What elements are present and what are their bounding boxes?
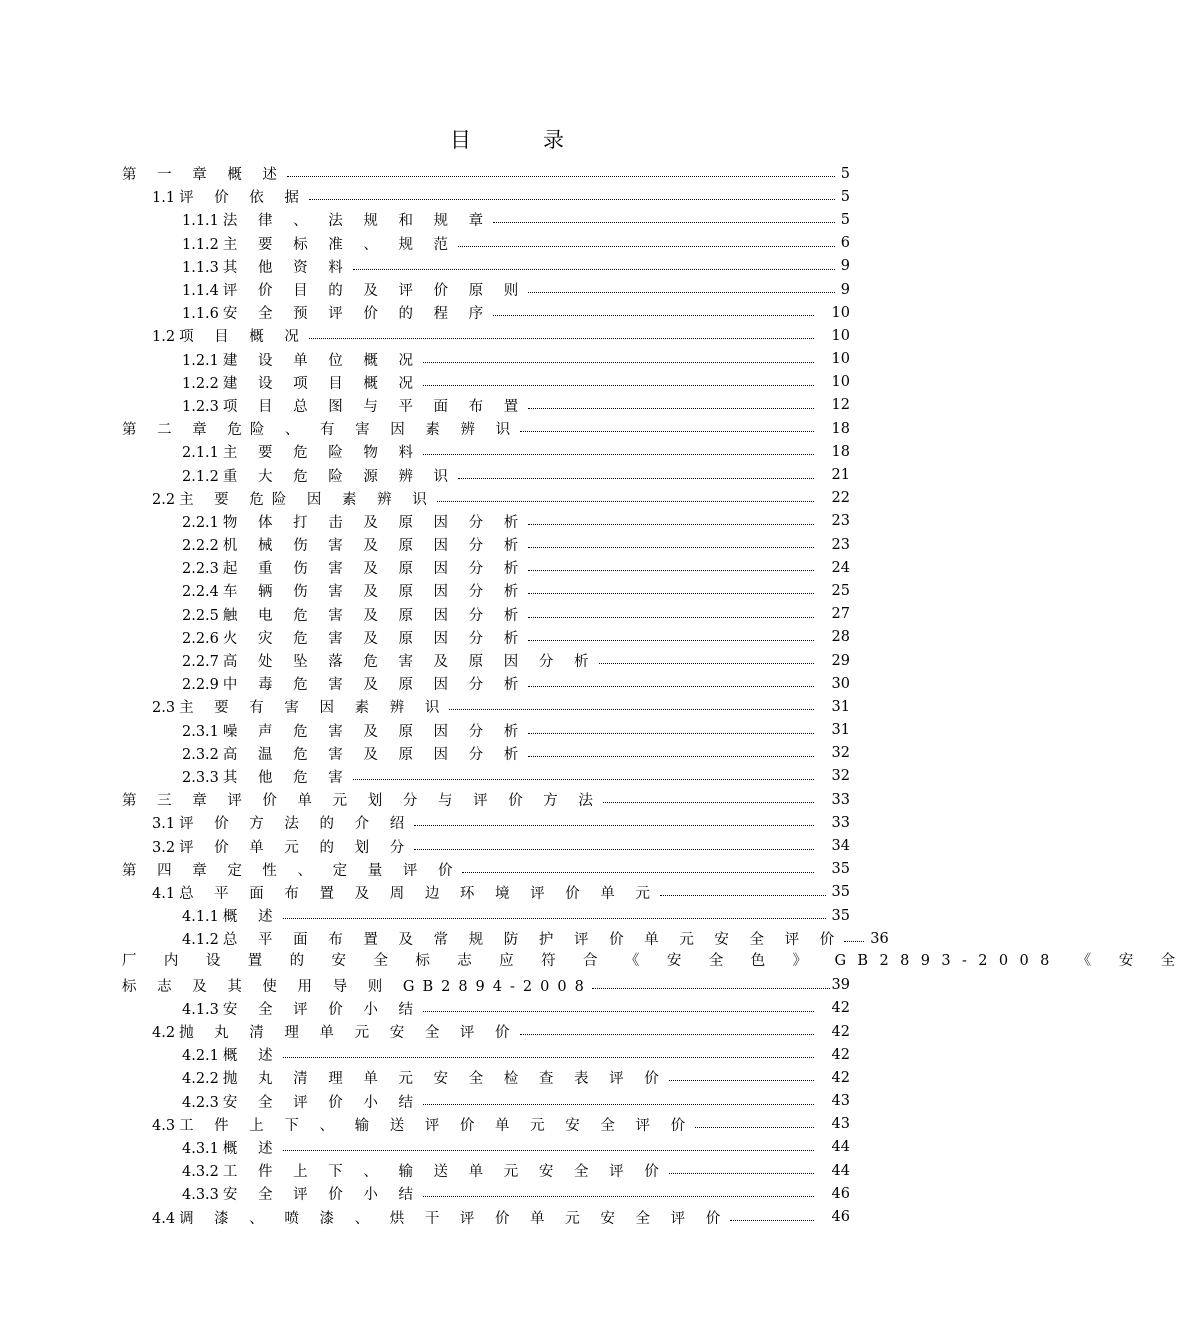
toc-entry-page: 29: [831, 652, 850, 669]
toc-entry[interactable]: [122, 997, 850, 1020]
toc-entry-page: 18: [831, 420, 850, 437]
toc-entry-number: 2.3.2: [182, 746, 219, 763]
dot-leader: [423, 385, 814, 386]
toc-entry-text: 车 辆 伤 害 及 原 因 分 析: [222, 584, 527, 601]
toc-entry-page: 32: [831, 745, 850, 762]
toc-entry-label: [182, 1160, 667, 1181]
toc-entry-label: [122, 418, 518, 439]
toc-entry-number: 4.3.2: [182, 1164, 219, 1181]
toc-entry-number: 4.2: [152, 1025, 176, 1042]
toc-entry[interactable]: [122, 278, 850, 301]
dot-leader: [493, 315, 813, 316]
toc-entry-number: 4.2.3: [182, 1094, 219, 1111]
toc-entry-page: 10: [831, 304, 850, 321]
toc-entry[interactable]: [122, 649, 850, 672]
toc-entry-text: 中 毒 危 害 及 原 因 分 析: [222, 677, 527, 694]
toc-entry[interactable]: [122, 719, 850, 742]
toc-entry-number: 1.2.1: [182, 352, 219, 369]
toc-entry-text: 主 要 标 准 、 规 范: [222, 236, 457, 253]
toc-entry-text: 评 价 依 据: [179, 190, 307, 207]
toc-entry-text: 标 志 及 其 使 用 导 则 GB2894-2008: [122, 978, 592, 995]
toc-entry-label: [182, 279, 526, 300]
toc-entry-number: 2.3.1: [182, 723, 219, 740]
dot-leader: [493, 222, 835, 223]
toc-entry-page: 43: [831, 1093, 850, 1110]
toc-entry[interactable]: [122, 742, 850, 765]
dot-leader: [528, 593, 813, 594]
dot-leader: [309, 199, 835, 200]
toc-entry-number: 3.2: [152, 839, 176, 856]
toc-entry-number: 2.2.2: [182, 538, 219, 555]
toc-entry[interactable]: [122, 1159, 850, 1182]
toc-entry-text: 评 价 方 法 的 介 绍: [179, 816, 413, 833]
toc-entry-label: [182, 604, 526, 625]
toc-entry-page: 35: [831, 884, 850, 901]
toc-entry-page: 42: [831, 1069, 850, 1086]
toc-entry-page: 35: [831, 861, 850, 878]
toc-entry-label: [182, 673, 526, 694]
toc-entry-label: [182, 465, 456, 486]
toc-entry-number: 1.1.2: [182, 236, 219, 253]
toc-entry-page: 44: [831, 1162, 850, 1179]
toc-entry[interactable]: [122, 811, 850, 834]
dot-leader: [423, 454, 814, 455]
toc-entry[interactable]: [122, 510, 850, 533]
dot-leader: [669, 1173, 814, 1174]
dot-leader: [528, 292, 834, 293]
toc-entry-page: 25: [831, 582, 850, 599]
toc-entry-text: 第 一 章 概 述: [122, 167, 285, 184]
dot-leader: [730, 1220, 813, 1221]
toc-entry[interactable]: [122, 208, 850, 231]
toc-entry-page: 34: [831, 838, 850, 855]
dot-leader: [592, 988, 830, 989]
toc-entry-text: 主 要 有 害 因 素 辨 识: [179, 700, 448, 717]
toc-entry-page: 10: [831, 351, 850, 368]
dot-leader: [695, 1127, 813, 1128]
toc-entry-page: 46: [831, 1185, 850, 1202]
toc-title-part1: 目: [450, 128, 473, 152]
toc-entry-number: 2.3: [152, 700, 176, 717]
toc-entry-text: 噪 声 危 害 及 原 因 分 析: [222, 723, 527, 740]
toc-entry-page: 27: [831, 606, 850, 623]
toc-entry-text: 总 平 面 布 置 及 周 边 环 境 评 价 单 元: [179, 885, 658, 902]
toc-entry[interactable]: [122, 394, 850, 417]
toc-entry-page: 5: [840, 211, 850, 228]
toc-entry-label: [182, 209, 491, 230]
toc-entry-number: 4.3.1: [182, 1140, 219, 1157]
toc-entry-number: 1.2.3: [182, 398, 219, 415]
toc-entry[interactable]: [122, 371, 850, 394]
toc-entry-number: 2.2.3: [182, 561, 219, 578]
toc-entry[interactable]: [122, 788, 850, 811]
dot-leader: [528, 408, 813, 409]
dot-leader: [520, 431, 813, 432]
toc-entry-text: 物 体 打 击 及 原 因 分 析: [222, 514, 527, 531]
toc-entry-page: 33: [831, 814, 850, 831]
toc-entry-label: [182, 998, 421, 1019]
toc-entry-page: 10: [831, 327, 850, 344]
toc-entry[interactable]: [122, 324, 850, 347]
toc-entry-number: 1.1.1: [182, 213, 219, 230]
toc-entry-text: 项 目 总 图 与 平 面 布 置: [222, 398, 527, 415]
toc-entry-number: 1.1.6: [182, 306, 219, 323]
dot-leader: [458, 246, 835, 247]
toc-entry-text: 抛 丸 清 理 单 元 安 全 检 查 表 评 价: [222, 1071, 667, 1088]
toc-entry-page: 21: [831, 467, 850, 484]
dot-leader: [528, 617, 813, 618]
toc-entry-page: 42: [831, 1046, 850, 1063]
dot-leader: [660, 895, 826, 896]
dot-leader: [283, 1057, 814, 1058]
dot-leader: [599, 663, 814, 664]
toc-entry-number: 4.3: [152, 1117, 176, 1134]
toc-entry-label: [152, 696, 447, 717]
toc-entry-label: [182, 395, 526, 416]
toc-entry[interactable]: [122, 1020, 850, 1043]
toc-entry[interactable]: [122, 463, 850, 486]
dot-leader: [414, 849, 813, 850]
toc-entry-page: 5: [840, 165, 850, 182]
dot-leader: [462, 872, 813, 873]
toc-entry-text: 安 全 预 评 价 的 程 序: [222, 306, 492, 323]
toc-entry[interactable]: [122, 1136, 850, 1159]
toc-entry-number: 2.2.9: [182, 677, 219, 694]
toc-entry-page: 44: [831, 1139, 850, 1156]
toc-entry-number: 3.1: [152, 816, 176, 833]
toc-entry-text: 调 漆 、 喷 漆 、 烘 干 评 价 单 元 安 全 评 价: [179, 1210, 729, 1227]
dot-leader: [528, 640, 813, 641]
dot-leader: [528, 733, 813, 734]
toc-entry-number: 2.2.1: [182, 514, 219, 531]
toc-entry-number: 2.2.7: [182, 654, 219, 671]
toc-entry-number: 2.3.3: [182, 769, 219, 786]
toc-entry-text: 安 全 评 价 小 结: [222, 1187, 421, 1204]
dot-leader: [309, 338, 814, 339]
toc-entry[interactable]: [122, 1205, 850, 1228]
toc-entry-page: 9: [840, 281, 850, 298]
dot-leader: [287, 176, 835, 177]
dot-leader: [437, 501, 814, 502]
toc-entry[interactable]: [122, 255, 850, 278]
toc-entry[interactable]: [122, 1066, 850, 1089]
toc-entry-label: [182, 905, 281, 926]
toc-entry-text: 概 述: [222, 909, 281, 926]
toc-entry-page: 35: [831, 907, 850, 924]
toc-entry-page: 9: [840, 258, 850, 275]
toc-entry-text: 主 要 危 险 物 料: [222, 445, 421, 462]
toc-entry-number: 4.1.3: [182, 1001, 219, 1018]
dot-leader: [414, 825, 813, 826]
toc-entry[interactable]: [122, 185, 850, 208]
toc-entry-page: 43: [831, 1116, 850, 1133]
toc-entry-text: 概 述: [222, 1048, 281, 1065]
toc-entry-label: [182, 233, 456, 254]
dot-leader: [423, 1196, 814, 1197]
toc-entry-label: [152, 186, 307, 207]
dot-leader: [669, 1080, 814, 1081]
toc-entry-wrapped-line1[interactable]: 厂 内 设 置 的 安 全 标 志 应 符 合 《 安 全 色 》 GB2893-2008 《 安 全: [122, 953, 1187, 970]
toc-entry-text: 重 大 危 险 源 辨 识: [222, 468, 457, 485]
toc-entry-number: 2.2: [152, 491, 176, 508]
toc-entry[interactable]: [122, 579, 850, 602]
toc-entry-number: 2.2.5: [182, 607, 219, 624]
toc-entry-label: [182, 372, 421, 393]
toc-entry[interactable]: [122, 603, 850, 626]
dot-leader: [528, 686, 813, 687]
toc-entry-number: 1.2.2: [182, 375, 219, 392]
toc-entry-label: [182, 627, 526, 648]
toc-entry-label: [152, 882, 658, 903]
toc-entry-text: 安 全 评 价 小 结: [222, 1094, 421, 1111]
toc-entry[interactable]: [122, 417, 850, 440]
toc-entry-text: 高 处 坠 落 危 害 及 原 因 分 析: [222, 654, 597, 671]
toc-entry-number: 4.1.1: [182, 909, 219, 926]
toc-entry-number: 2.1.1: [182, 445, 219, 462]
toc-entry-label: [122, 163, 285, 184]
dot-leader: [423, 1011, 814, 1012]
toc-entry[interactable]: [122, 858, 850, 881]
toc-entry[interactable]: [122, 695, 850, 718]
toc-entry-label: [182, 302, 491, 323]
toc-entry-page: 39: [831, 977, 850, 994]
dot-leader: [528, 547, 813, 548]
toc-entry-text: 主 要 危险 因 素 辨 识: [179, 491, 435, 508]
toc-entry-text: 工 件 上 下 、 输 送 评 价 单 元 安 全 评 价: [179, 1117, 694, 1134]
toc-entry-text: 第 四 章 定 性 、 定 量 评 价: [122, 862, 461, 879]
toc-entry-page: 28: [831, 629, 850, 646]
toc-entry-label: [182, 1183, 421, 1204]
toc-entry-number: 4.3.3: [182, 1187, 219, 1204]
toc-entry-label: [182, 720, 526, 741]
toc-entry[interactable]: [122, 834, 850, 857]
toc-entry[interactable]: [122, 927, 889, 950]
dot-leader: [283, 1150, 814, 1151]
toc-entry[interactable]: [122, 487, 850, 510]
toc-entry-page: 18: [831, 443, 850, 460]
toc-entry[interactable]: [122, 162, 850, 185]
toc-entry-label: [182, 650, 597, 671]
toc-entry-text: 评 价 目 的 及 评 价 原 则: [222, 283, 527, 300]
toc-entry-label: [182, 557, 526, 578]
toc-entry-page: 6: [840, 235, 850, 252]
toc-entry-text: 评 价 单 元 的 划 分: [179, 839, 413, 856]
toc-entry-label: [152, 488, 435, 509]
toc-entry-text: 触 电 危 害 及 原 因 分 析: [222, 607, 527, 624]
toc-entry-text: 第 二 章 危险 、 有 害 因 素 辨 识: [122, 422, 519, 439]
toc-entry-page: 10: [831, 374, 850, 391]
toc-entry-label: [182, 928, 842, 949]
toc-entry-text: 法 律 、 法 规 和 规 章: [222, 213, 492, 230]
toc-entry[interactable]: [122, 881, 850, 904]
toc-entry-text: 高 温 危 害 及 原 因 分 析: [222, 746, 527, 763]
toc-entry-number: 1.1: [152, 190, 176, 207]
dot-leader: [528, 524, 813, 525]
dot-leader: [423, 1104, 814, 1105]
toc-title-part2: 录: [543, 128, 566, 152]
toc-entry-label: [152, 1021, 518, 1042]
table-of-contents: [122, 162, 1187, 1229]
toc-entry-label: [152, 812, 412, 833]
toc-entry-label: [182, 1067, 667, 1088]
toc-entry-text: 总 平 面 布 置 及 常 规 防 护 评 价 单 元 安 全 评 价: [222, 932, 843, 949]
toc-entry-page: 23: [831, 536, 850, 553]
toc-entry-label: [182, 580, 526, 601]
dot-leader: [528, 756, 813, 757]
toc-entry-label: [182, 256, 351, 277]
toc-entry-number: 4.2.1: [182, 1048, 219, 1065]
toc-entry-number: 2.2.6: [182, 630, 219, 647]
toc-entry-number: 1.1.4: [182, 283, 219, 300]
toc-entry[interactable]: [122, 440, 850, 463]
toc-entry-text: 工 件 上 下 、 输 送 单 元 安 全 评 价: [222, 1164, 667, 1181]
toc-entry-text: 火 灾 危 害 及 原 因 分 析: [222, 630, 527, 647]
toc-entry-label: [182, 511, 526, 532]
toc-entry[interactable]: [122, 1090, 850, 1113]
toc-entry[interactable]: [122, 1182, 850, 1205]
toc-entry-label: [182, 1137, 281, 1158]
toc-entry-label: [152, 1207, 728, 1228]
toc-entry-text: 其 他 危 害: [222, 769, 351, 786]
toc-entry-text: 项 目 概 况: [179, 329, 307, 346]
dot-leader: [458, 478, 813, 479]
toc-entry-text: 机 械 伤 害 及 原 因 分 析: [222, 538, 527, 555]
toc-entry[interactable]: [122, 533, 850, 556]
toc-entry-number: 1.2: [152, 329, 176, 346]
toc-entry-number: 2.1.2: [182, 468, 219, 485]
toc-entry-number: 4.2.2: [182, 1071, 219, 1088]
toc-entry-text: 第 三 章 评 价 单 元 划 分 与 评 价 方 法: [122, 793, 601, 810]
dot-leader: [520, 1034, 814, 1035]
toc-entry-text: 其 他 资 料: [222, 259, 351, 276]
toc-entry-label: [182, 743, 526, 764]
toc-entry-wrapped-line2[interactable]: [122, 974, 850, 997]
toc-entry-label: [152, 1114, 693, 1135]
toc-entry[interactable]: [122, 626, 850, 649]
dot-leader: [353, 779, 814, 780]
toc-title: [0, 124, 1016, 154]
toc-entry-text: 起 重 伤 害 及 原 因 分 析: [222, 561, 527, 578]
toc-entry-label: [122, 859, 460, 880]
toc-entry-label: [182, 1091, 421, 1112]
toc-entry-text: 概 述: [222, 1140, 281, 1157]
toc-entry-page: 12: [831, 397, 850, 414]
toc-entry-text: 建 设 项 目 概 况: [222, 375, 421, 392]
toc-entry-label: [182, 349, 421, 370]
toc-entry-text: 建 设 单 位 概 况: [222, 352, 421, 369]
toc-entry-label: [182, 534, 526, 555]
toc-entry-page: 31: [831, 698, 850, 715]
toc-entry-number: 2.2.4: [182, 584, 219, 601]
toc-entry-label: [152, 325, 307, 346]
toc-entry-label: [182, 766, 351, 787]
dot-leader: [283, 918, 826, 919]
toc-entry[interactable]: [122, 1113, 850, 1136]
dot-leader: [449, 709, 813, 710]
dot-leader: [423, 362, 814, 363]
toc-entry-page: 23: [831, 513, 850, 530]
toc-entry-label: [182, 1044, 281, 1065]
toc-entry[interactable]: [122, 1043, 850, 1066]
toc-entry-number: 4.1.2: [182, 932, 219, 949]
toc-entry[interactable]: [122, 348, 850, 371]
toc-entry-page: 36: [870, 930, 889, 947]
toc-entry-page: 24: [831, 559, 850, 576]
toc-entry-number: 4.4: [152, 1210, 176, 1227]
toc-entry[interactable]: [122, 904, 850, 927]
toc-entry[interactable]: [122, 301, 850, 324]
dot-leader: [844, 941, 864, 942]
toc-entry[interactable]: [122, 672, 850, 695]
toc-entry-page: 30: [831, 675, 850, 692]
toc-entry-page: 32: [831, 768, 850, 785]
toc-entry-page: 46: [831, 1209, 850, 1226]
dot-leader: [353, 269, 835, 270]
toc-entry-page: 42: [831, 1023, 850, 1040]
toc-entry[interactable]: [122, 765, 850, 788]
toc-entry-page: 42: [831, 1000, 850, 1017]
toc-entry-label: [152, 836, 412, 857]
toc-entry-label: [122, 789, 601, 810]
toc-entry-number: 1.1.3: [182, 259, 219, 276]
toc-entry[interactable]: [122, 232, 850, 255]
dot-leader: [528, 570, 813, 571]
toc-entry-page: 31: [831, 722, 850, 739]
toc-entry-label: [182, 441, 421, 462]
toc-entry-number: 4.1: [152, 885, 176, 902]
toc-entry-page: 5: [840, 188, 850, 205]
dot-leader: [603, 802, 814, 803]
toc-entry-page: 22: [831, 490, 850, 507]
toc-entry-text: 抛 丸 清 理 单 元 安 全 评 价: [179, 1025, 518, 1042]
toc-entry[interactable]: [122, 556, 850, 579]
toc-entry-page: 33: [831, 791, 850, 808]
toc-entry-text: 安 全 评 价 小 结: [222, 1001, 421, 1018]
